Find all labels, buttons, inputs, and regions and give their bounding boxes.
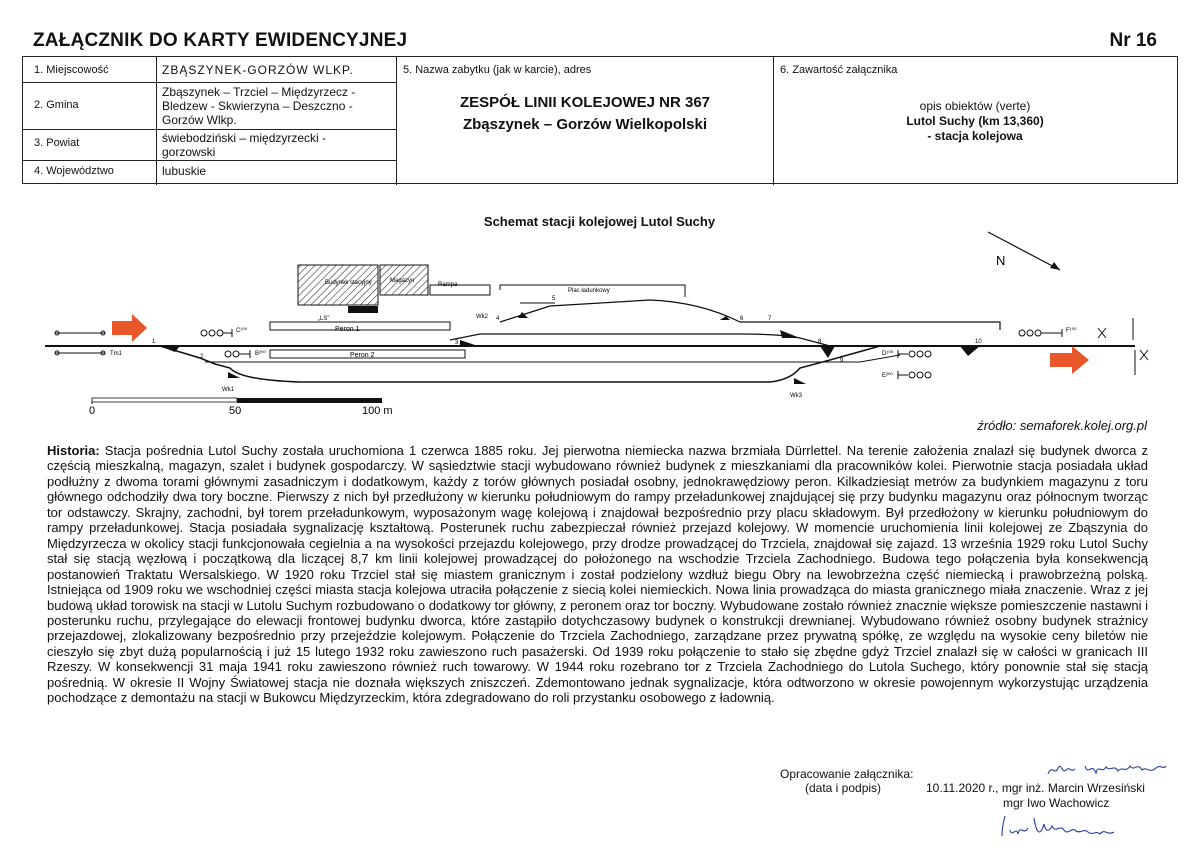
signature-2 <box>996 812 1121 842</box>
field-label-district: 3. Powiat <box>34 137 80 149</box>
switch-9: 9 <box>840 358 844 364</box>
switch-2: 2 <box>200 354 204 360</box>
history-text <box>47 443 1148 706</box>
wk1-label: Wk1 <box>222 387 234 393</box>
info-table <box>22 56 1178 184</box>
signal-d-icon <box>898 350 931 358</box>
signal-box <box>348 306 378 313</box>
signal-b-label: B²⁰⁰ <box>255 351 266 357</box>
field-label-locality: 1. Miejscowość <box>34 64 109 76</box>
date-sign-label: (data i podpis) <box>805 781 882 795</box>
ls-label: „LS” <box>318 316 330 322</box>
field-value-district: świebodziński – międzyrzecki - gorzowski <box>162 131 327 159</box>
switch-7: 7 <box>768 316 772 322</box>
switch-marker <box>960 346 980 356</box>
page-title: ZAŁĄCZNIK DO KARTY EWIDENCYJNEJ <box>33 30 408 51</box>
schema-title: Schemat stacji kolejowej Lutol Suchy <box>483 214 716 229</box>
tm1-label: Tm1 <box>110 351 122 357</box>
field-value-locality: ZBĄSZYNEK-GORZÓW WLKP. <box>162 63 354 77</box>
divider <box>23 129 396 130</box>
prepared-label: Opracowanie załącznika: <box>780 767 914 781</box>
author-2: mgr Iwo Wachowicz <box>1003 796 1110 810</box>
building-station-label: Budynek stacyjny <box>325 280 372 286</box>
signal-c-icon <box>201 329 232 337</box>
field-label-commune: 2. Gmina <box>34 99 79 111</box>
direction-arrow-left-icon <box>112 314 147 342</box>
wk2-label: Wk2 <box>476 314 488 320</box>
north-label: N <box>996 253 1006 268</box>
switch-3: 3 <box>455 340 459 346</box>
contents-line2: Lutol Suchy (km 13,360) <box>906 114 1044 128</box>
station-track-diagram <box>0 225 1199 420</box>
loading-yard-label: Plac ładunkowy <box>568 288 610 294</box>
direction-arrow-right-icon <box>1050 346 1089 374</box>
switch-6: 6 <box>740 316 744 322</box>
field-label-monument: 5. Nazwa zabytku (jak w karcie), adres <box>403 64 592 76</box>
monument-name-line1: ZESPÓŁ LINII KOLEJOWEJ NR 367 <box>459 94 711 111</box>
scale-bar <box>92 398 382 404</box>
attachment-number: Nr 16 <box>1109 30 1157 51</box>
switch-1: 1 <box>152 339 156 345</box>
track-a <box>450 334 830 346</box>
monument-name-line2: Zbąszynek – Gorzów Wielkopolski <box>462 116 708 133</box>
signature-1 <box>1040 758 1170 780</box>
signal-e-icon <box>898 371 931 379</box>
signal-b-icon <box>225 350 250 358</box>
switch-5: 5 <box>552 296 556 302</box>
track-end-marker-icon <box>55 331 105 355</box>
field-value-commune: Zbąszynek – Trzciel – Międzyrzecz - Bledzew - Skwierzyna – Deszczno - Gorzów Wlkp. <box>162 85 356 127</box>
signal-e-label: E²⁰⁰ <box>882 373 893 379</box>
signal-f-icon <box>1019 329 1062 337</box>
field-value-voivodeship: lubuskie <box>162 164 207 178</box>
history-heading: Historia: <box>47 443 100 458</box>
switch-marker <box>794 378 806 384</box>
ramp-label: Rampa <box>438 282 458 288</box>
switch-10: 10 <box>975 339 982 345</box>
switch-4: 4 <box>496 316 500 322</box>
switch-marker <box>460 340 478 346</box>
contents-line1: opis obiektów (verte) <box>919 99 1031 113</box>
divider <box>156 57 157 185</box>
signal-c-label: C¹⁰⁰ <box>236 328 248 334</box>
contents-line3: - stacja kolejowa <box>927 129 1023 143</box>
history-body: Stacja pośrednia Lutol Suchy została uruchomiona 1 czerwca 1885 roku. Jej pierwotna niemiecka nazwa brzmiała Dürrlettel. Na terenie założenia znalazł się budynek dworca z częścią mieszkalną, magazyn, szalet i budynek gospodarczy. W sąsiedztwie stacji wybudowano również budynek z mieszkaniami dla pracowników kolei. Pierwotnie stacja posiadała układ podłużny z dwoma torami głównymi zasadniczym i dodatkowym, każdy z torów głównych posiadał osobny, jednokrawędziowy peron. Kilkadziesiąt metrów za budynkiem magazynu z toru głównego odchodziły dwa tory boczne. Pierwszy z nich był przedłużony w kierunku południowym do rampy przeładunkowej znajdującej się przy budynku magazynu oraz północnym tworząc tor odstawczy. Skrajny, zachodni, był torem przeładunkowym, wyposażonym wagę kolejową i znajdował bezpośrednio przy placu składowym. Był przedłożony w kierunku południowym do rampy przeładunkowej. Stacja posiadała sygnalizację kształtową. Posterunek ruchu zabezpieczał również przejazd kolejowy. W momencie uruchomienia linii kolejowej ze Zbąszynia do Międzyrzecza w okolicy stacji funkcjonowała cegielnia a na wysokości przejazdu kolejowego, przy drodze prowadzącej do Trzciela, znajdował się zajazd. 13 września 1929 roku Lutol Suchy stał się stacją węzłową i początkową dla liczącej 8,7 km linii kolejowej prowadzącej do położonego na wschodzie Trzciela Zachodniego. Budowa tego połączenia była konsekwencją postanowień Traktatu Wersalskiego. W 1920 roku Trzciel stał się miastem granicznym i został podzielony wzdłuż biegu Obry na lewobrzeżna część niemiecką i prawobrzeżną polską. Istniejąca od 1909 roku we wschodniej części miasta stacja kolejowa utraciła połączenie z siecią kolei niemieckich. Nowa linia prowadząca do miasta granicznego miała znaczenie. Wraz z jej budową układ torowisk na stacji w Lutolu Suchym rozbudowano o dodatkowy tor główny, z peronem oraz tor boczny. Wybudowane zostało również znacznie większe pomieszczenie nastawni i posterunku ruchu, przylegające do elewacji frontowej budynku dworca, które zastąpiło dotychczasowy budynek o konstrukcji drewnianej. Wybudowano również osobny budynek strażnicy przejazdowej, zlokalizowany bezpośrednio przy przejeździe kolejowym. Połączenie do Trzciela Zachodniego, zarządzane przez prywatną spółkę, ze względu na wysokie ceny biletów nie cieszyło się zbyt dużą popularnością i już 15 lutego 1932 roku zawieszono ruch pasażerski. Od 1939 roku połączenie to stało się zbędne gdyż Trzciel znalazł się w całości w granicach III Rzeszy. W konsekwencji 31 maja 1941 roku zawieszono również ruch towarowy. W 1944 roku rozebrano tor z Trzciela Zachodniego do Lutola Suchego, który ponownie stał się stacją pośrednią. W okresie II Wojny Światowej stacja nie doznała większych zniszczeń. Zdemontowano jednak sygnalizacje, która odtworzono w okresie powojennym wykorzystując urządzenia pochodzące z demontażu na stacji w Bukowcu Międzyrzeckim, która zdegradowano do roli przystanku osobowego z ładownią. <box>47 443 1148 706</box>
author-1: 10.11.2020 r., mgr inż. Marcin Wrzesiński <box>926 781 1145 795</box>
field-label-voivodeship: 4. Województwo <box>34 165 114 177</box>
platform-1-label: Peron 1 <box>335 326 360 333</box>
switch-marker <box>780 330 800 338</box>
divider <box>23 160 396 161</box>
scale-100: 100 m <box>362 405 393 417</box>
main-track-2 <box>160 346 880 382</box>
switch-marker <box>820 346 835 358</box>
signal-d-label: D¹⁰⁰ <box>882 351 894 357</box>
switch-8: 8 <box>818 339 822 345</box>
field-label-contents: 6. Zawartość załącznika <box>780 64 898 76</box>
source-note: źródło: semaforek.kolej.org.pl <box>977 418 1147 433</box>
platform-1 <box>270 322 450 330</box>
wk3-label: Wk3 <box>790 393 802 399</box>
siding <box>500 300 1000 330</box>
warehouse-label: Magazyn <box>390 278 415 284</box>
scale-50: 50 <box>229 405 242 417</box>
scale-0: 0 <box>89 405 96 417</box>
divider <box>23 82 396 83</box>
platform-2-label: Peron 2 <box>350 352 375 359</box>
signal-f-label: F¹⁰⁰ <box>1066 328 1077 334</box>
